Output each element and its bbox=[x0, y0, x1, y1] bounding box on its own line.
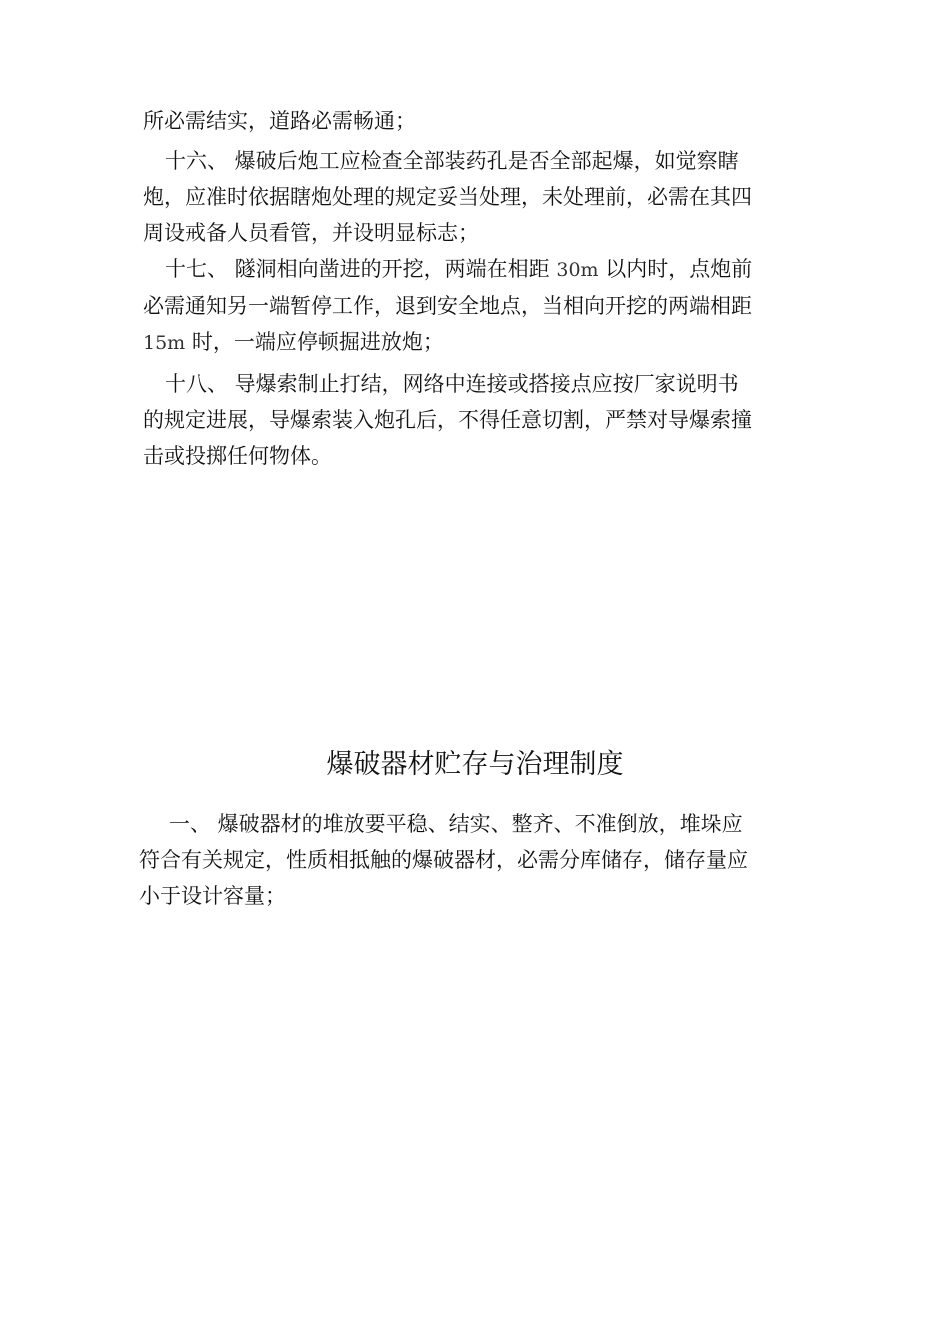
text-line: 炮，应准时依据瞎炮处理的规定妥当处理，未处理前，必需在其四 bbox=[143, 185, 752, 209]
text-line: 必需通知另一端暂停工作，退到安全地点，当相向开挖的两端相距 bbox=[143, 294, 752, 318]
text-segment: 时，一端应停顿掘进放炮； bbox=[185, 330, 444, 354]
section-title: 爆破器材贮存与治理制度 bbox=[326, 749, 624, 780]
text-line bbox=[143, 251, 823, 288]
paragraph-continuation bbox=[143, 103, 823, 139]
distance-value: 15m bbox=[143, 332, 186, 354]
text-line bbox=[143, 324, 823, 361]
paragraph-item-17 bbox=[143, 251, 823, 361]
text-line: 周设戒备人员看管，并设明显标志； bbox=[143, 221, 479, 245]
text-line: 的规定进展，导爆索装入炮孔后，不得任意切割，严禁对导爆索撞 bbox=[143, 408, 752, 432]
text-line: 十八、 导爆索制止打结，网络中连接或搭接点应按厂家说明书 bbox=[165, 372, 739, 396]
text-line: 所必需结实，道路必需畅通； bbox=[143, 109, 416, 133]
paragraph-item-18 bbox=[143, 366, 823, 474]
text-segment: 以内时，点炮前 bbox=[598, 257, 753, 281]
text-line: 符合有关规定，性质相抵触的爆破器材，必需分库储存，储存量应 bbox=[139, 848, 748, 872]
text-line: 击或投掷任何物体。 bbox=[143, 444, 332, 468]
text-line: 一、 爆破器材的堆放要平稳、结实、整齐、不准倒放，堆垛应 bbox=[169, 812, 743, 836]
distance-value: 30m bbox=[556, 259, 599, 281]
paragraph-item-16 bbox=[143, 143, 823, 251]
text-segment: 十七、 隧洞相向凿进的开挖，两端在相距 bbox=[165, 257, 557, 281]
paragraph-item-1 bbox=[139, 806, 819, 914]
text-line: 小于设计容量； bbox=[139, 884, 286, 908]
text-line: 十六、 爆破后炮工应检查全部装药孔是否全部起爆，如觉察瞎 bbox=[165, 149, 739, 173]
